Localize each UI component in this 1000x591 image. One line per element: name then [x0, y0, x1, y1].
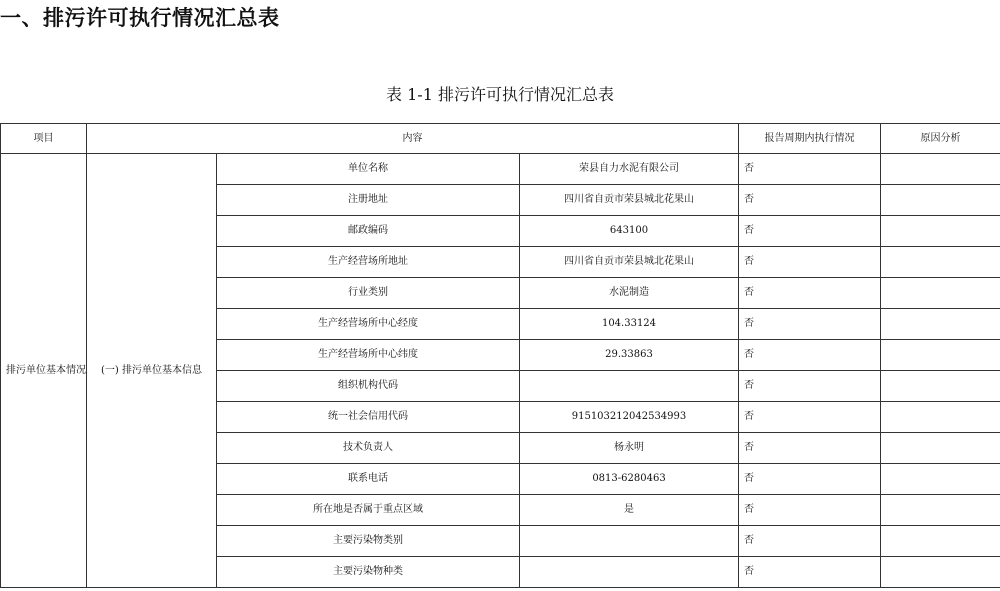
status-cell: 否 — [739, 154, 881, 185]
field-value-cell: 杨永明 — [520, 433, 739, 464]
status-cell: 否 — [739, 185, 881, 216]
column-header-content: 内容 — [87, 124, 739, 154]
field-value-cell — [520, 526, 739, 557]
status-cell: 否 — [739, 464, 881, 495]
subcategory-cell: (一) 排污单位基本信息 — [87, 154, 217, 588]
field-value-cell: 104.33124 — [520, 309, 739, 340]
permit-summary-table — [0, 123, 1000, 588]
reason-cell — [881, 371, 1000, 402]
status-cell: 否 — [739, 278, 881, 309]
status-cell: 否 — [739, 247, 881, 278]
field-value-cell: 四川省自贡市荣县城北花果山 — [520, 247, 739, 278]
status-cell: 否 — [739, 309, 881, 340]
field-name-cell: 技术负责人 — [217, 433, 520, 464]
field-value-cell: 是 — [520, 495, 739, 526]
reason-cell — [881, 216, 1000, 247]
table-row — [1, 154, 1000, 185]
field-value-cell: 0813-6280463 — [520, 464, 739, 495]
status-cell: 否 — [739, 557, 881, 588]
table-header-row — [1, 124, 1000, 154]
field-name-cell: 联系电话 — [217, 464, 520, 495]
column-header-item: 项目 — [1, 124, 87, 154]
field-name-cell: 邮政编码 — [217, 216, 520, 247]
field-value-cell — [520, 557, 739, 588]
status-cell: 否 — [739, 433, 881, 464]
field-name-cell: 主要污染物类别 — [217, 526, 520, 557]
status-cell: 否 — [739, 526, 881, 557]
reason-cell — [881, 495, 1000, 526]
reason-cell — [881, 402, 1000, 433]
field-value-cell: 荣县自力水泥有限公司 — [520, 154, 739, 185]
field-name-cell: 主要污染物种类 — [217, 557, 520, 588]
status-cell: 否 — [739, 371, 881, 402]
column-header-reason: 原因分析 — [881, 124, 1000, 154]
status-cell: 否 — [739, 340, 881, 371]
reason-cell — [881, 526, 1000, 557]
status-cell: 否 — [739, 495, 881, 526]
reason-cell — [881, 340, 1000, 371]
field-name-cell: 统一社会信用代码 — [217, 402, 520, 433]
field-name-cell: 组织机构代码 — [217, 371, 520, 402]
status-cell: 否 — [739, 216, 881, 247]
column-header-status: 报告周期内执行情况 — [739, 124, 881, 154]
category-cell: 排污单位基本情况 — [1, 154, 87, 588]
field-name-cell: 注册地址 — [217, 185, 520, 216]
reason-cell — [881, 309, 1000, 340]
field-name-cell: 单位名称 — [217, 154, 520, 185]
field-value-cell: 29.33863 — [520, 340, 739, 371]
reason-cell — [881, 464, 1000, 495]
reason-cell — [881, 185, 1000, 216]
field-value-cell: 915103212042534993 — [520, 402, 739, 433]
field-value-cell: 四川省自贡市荣县城北花果山 — [520, 185, 739, 216]
field-name-cell: 所在地是否属于重点区域 — [217, 495, 520, 526]
field-name-cell: 行业类别 — [217, 278, 520, 309]
field-name-cell: 生产经营场所中心经度 — [217, 309, 520, 340]
field-value-cell: 水泥制造 — [520, 278, 739, 309]
section-heading: 一、排污许可执行情况汇总表 — [0, 6, 280, 30]
field-name-cell: 生产经营场所中心纬度 — [217, 340, 520, 371]
table-caption: 表 1-1 排污许可执行情况汇总表 — [386, 85, 614, 104]
field-value-cell: 643100 — [520, 216, 739, 247]
reason-cell — [881, 154, 1000, 185]
field-value-cell — [520, 371, 739, 402]
reason-cell — [881, 278, 1000, 309]
table-body — [1, 154, 1000, 588]
reason-cell — [881, 557, 1000, 588]
reason-cell — [881, 247, 1000, 278]
status-cell: 否 — [739, 402, 881, 433]
reason-cell — [881, 433, 1000, 464]
field-name-cell: 生产经营场所地址 — [217, 247, 520, 278]
